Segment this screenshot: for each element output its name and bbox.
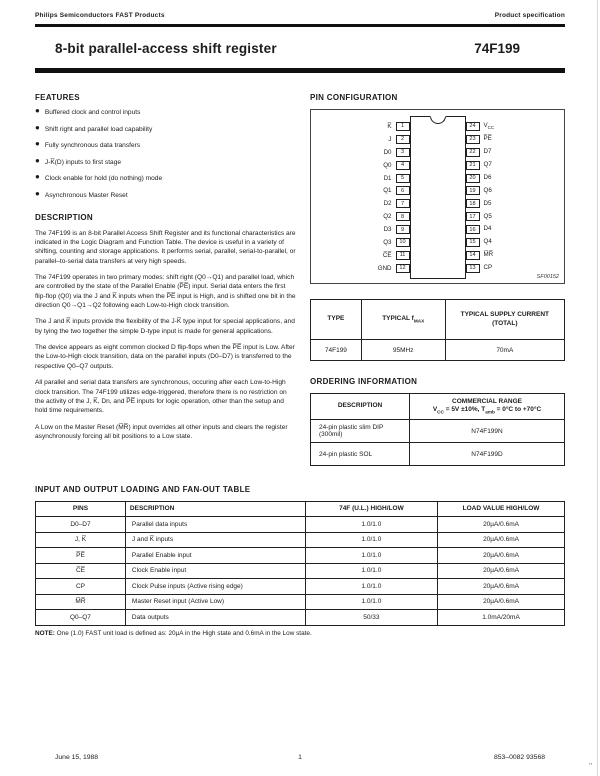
ordering-table-row xyxy=(311,420,565,443)
title-rule xyxy=(35,68,565,73)
pin-number-right: 24 xyxy=(466,122,480,131)
type-table xyxy=(310,299,565,361)
pin-label-left: C̅E̅ xyxy=(382,251,392,259)
ordering-table xyxy=(310,393,565,466)
package-description-cell: 24-pin plastic slim DIP (300mil) xyxy=(311,420,410,443)
description-paragraph: The device appears as eight common clocked D flip-flops when the P̅E̅ input is Low. After the Low-to-High clock transition, data on the parallel inputs (D0–D7) is transferred to the respective Q0–Q7 outputs. xyxy=(35,344,295,370)
load-value-cell: 1.0mA/20mA xyxy=(438,610,565,626)
load-value-cell: 20µA/0.6mA xyxy=(438,579,565,595)
pin-row xyxy=(348,210,528,223)
header-left-text: Philips Semiconductors FAST Products xyxy=(35,12,165,19)
pin-label-left: Q0 xyxy=(383,161,392,169)
pin-label-right: P̅E̅ xyxy=(483,135,492,143)
description-paragraph: All parallel and serial data transfers are synchronous, occuring after each Low-to-High clock transition. The 74F199 utilizes edge-triggered, therefore there is no restriction on the activity of the J, K̅, Dn, and P̅E̅ inputs for logic operation, other than the setup and hold time requirements. xyxy=(35,379,287,415)
pin-number-left: 9 xyxy=(396,225,410,234)
feature-text: Asynchronous Master Reset xyxy=(44,191,128,199)
pin-number-right: 18 xyxy=(466,199,480,208)
features-list xyxy=(35,106,297,199)
pin-configuration-diagram xyxy=(310,109,565,284)
feature-text: Shift right and parallel load capability xyxy=(44,125,153,133)
pin-number-right: 13 xyxy=(466,264,480,273)
pin-number-left: 10 xyxy=(396,238,410,247)
fanout-table-row xyxy=(36,548,565,564)
pins-cell: CP xyxy=(36,579,126,595)
pins-col-header: PINS xyxy=(36,502,126,517)
bullet-icon: ● xyxy=(35,155,40,165)
pin-number-right: 15 xyxy=(466,238,480,247)
description-paragraph: A Low on the Master Reset (M̅R̅) input overrides all other inputs and clears the register asynchronously forcing all bit positions to a Low state. xyxy=(35,423,288,440)
pin-label-right: M̅R̅ xyxy=(483,251,494,259)
pin-row xyxy=(348,197,528,210)
fanout-table-row xyxy=(36,579,565,595)
pin-number-right: 20 xyxy=(466,174,480,183)
supply-current-col-header: TYPICAL SUPPLY CURRENT (TOTAL) xyxy=(445,300,564,340)
page-header xyxy=(35,12,565,19)
figure-reference: SF00152 xyxy=(536,274,559,280)
footer-date: June 15, 1988 xyxy=(55,754,99,761)
pin-label-left: Q1 xyxy=(383,187,392,195)
pin-number-right: 21 xyxy=(466,161,480,170)
pin-label-left: K̅ xyxy=(387,122,392,130)
pins-cell: J, K̅ xyxy=(36,532,126,548)
pin-number-right: 19 xyxy=(466,186,480,195)
pin-configuration-heading: PIN CONFIGURATION xyxy=(310,93,398,102)
ordering-heading: ORDERING INFORMATION xyxy=(310,377,418,386)
bullet-icon: ● xyxy=(35,122,40,132)
pin-row xyxy=(348,184,528,197)
bullet-icon: ● xyxy=(35,139,40,148)
description-paragraph: The J and K̅ inputs provide the flexibility of the J-K̅ type input for special applications, and by tying the two together the simple D-type input is made for general applications. xyxy=(35,318,295,335)
fanout-table xyxy=(35,501,565,626)
feature-item xyxy=(35,139,297,149)
pin-label-right: $V_{CC}$ xyxy=(483,122,495,131)
dip-package xyxy=(348,113,528,282)
unit-load-cell: 1.0/1.0 xyxy=(305,517,437,533)
pin-number-right: 23 xyxy=(466,135,480,144)
description-heading: DESCRIPTION xyxy=(35,212,93,222)
title-block xyxy=(35,27,565,68)
fanout-table-row xyxy=(36,563,565,579)
pin-label-left: Q2 xyxy=(383,213,392,221)
fanout-table-row xyxy=(36,610,565,626)
order-code-cell: N74F199D xyxy=(410,443,565,466)
pin-label-left: D3 xyxy=(383,226,392,234)
pins-cell: M̅R̅ xyxy=(36,594,126,610)
load-value-cell: 20µA/0.6mA xyxy=(438,532,565,548)
pin-label-right: Q4 xyxy=(483,238,492,246)
table-note: NOTE: One (1.0) FAST unit load is defined as: 20µA in the High state and 0.6mA in the Low state. xyxy=(35,629,312,637)
pin-label-right: D4 xyxy=(483,225,492,233)
pin-number-left: 1 xyxy=(396,122,410,131)
pin-number-right: 22 xyxy=(466,148,480,157)
unit-load-cell: 1.0/1.0 xyxy=(305,548,437,564)
pin-row xyxy=(348,133,528,146)
package-description-cell: 24-pin plastic SOL xyxy=(311,443,410,466)
pin-label-right: D6 xyxy=(483,173,492,181)
unit-load-cell: 1.0/1.0 xyxy=(305,532,437,548)
ordering-desc-col-header: DESCRIPTION xyxy=(311,394,410,420)
fanout-table-row xyxy=(36,517,565,533)
load-value-cell: 20µA/0.6mA xyxy=(438,594,565,610)
pin-number-right: 16 xyxy=(466,225,480,234)
feature-text: J-K̅(D) inputs to first stage xyxy=(44,158,122,166)
type-table-row xyxy=(311,340,565,361)
unit-load-cell: 1.0/1.0 xyxy=(305,579,437,595)
pin-row xyxy=(348,223,528,236)
pin-label-left: D0 xyxy=(383,148,392,156)
header-right-text: Product specification xyxy=(494,12,565,19)
pin-description-cell: Clock Enable input xyxy=(125,563,305,579)
fanout-heading: INPUT AND OUTPUT LOADING AND FAN-OUT TABLE xyxy=(35,485,251,494)
pin-row xyxy=(348,146,528,159)
pin-number-left: 5 xyxy=(396,174,410,183)
bullet-icon: ● xyxy=(35,106,40,115)
pin-label-left: Q3 xyxy=(383,238,392,246)
pin-row xyxy=(348,262,528,275)
pin-number-left: 12 xyxy=(396,264,410,273)
order-code-cell: N74F199N xyxy=(410,420,565,443)
pin-label-right: CP xyxy=(483,264,493,272)
pin-description-cell: Master Reset input (Active Low) xyxy=(125,594,305,610)
footer-page-number: 1 xyxy=(298,754,302,761)
pin-label-left: D2 xyxy=(383,200,392,208)
pin-label-right: Q5 xyxy=(483,212,492,220)
load-value-cell: 20µA/0.6mA xyxy=(438,517,565,533)
unit-load-cell: 1.0/1.0 xyxy=(305,563,437,579)
pin-number-left: 3 xyxy=(396,148,410,157)
fanout-table-row xyxy=(36,594,565,610)
load-col-header: LOAD VALUE HIGH/LOW xyxy=(438,502,565,517)
pin-description-cell: Parallel Enable input xyxy=(125,548,305,564)
feature-item xyxy=(35,106,297,116)
type-col-header: TYPE xyxy=(311,300,362,340)
load-value-cell: 20µA/0.6mA xyxy=(438,548,565,564)
pin-label-right: D7 xyxy=(483,148,492,156)
pins-cell: C̅E̅ xyxy=(36,563,126,579)
page-title: 8-bit parallel-access shift register xyxy=(55,41,277,56)
feature-item xyxy=(35,172,297,182)
description-section xyxy=(35,213,297,442)
bullet-icon: ● xyxy=(35,172,40,181)
pins-cell: Q0–Q7 xyxy=(36,610,126,626)
feature-item xyxy=(35,122,297,133)
pin-description-cell: Data outputs xyxy=(125,610,305,626)
pin-row xyxy=(348,120,528,133)
pin-number-left: 2 xyxy=(396,135,410,144)
pin-number-left: 7 xyxy=(396,199,410,208)
pin-row xyxy=(348,172,528,185)
features-heading: FEATURES xyxy=(35,93,80,102)
pin-row xyxy=(348,249,528,262)
pin-number-left: 11 xyxy=(396,251,410,260)
pins-cell: P̅E̅ xyxy=(36,548,126,564)
pin-number-right: 17 xyxy=(466,212,480,221)
pin-number-right: 14 xyxy=(466,251,480,260)
ul-col-header: 74F (U.L.) HIGH/LOW xyxy=(305,502,437,517)
load-value-cell: 20µA/0.6mA xyxy=(438,563,565,579)
desc-col-header: DESCRIPTION xyxy=(125,502,305,517)
scan-edge-line xyxy=(597,0,598,776)
pin-number-left: 8 xyxy=(396,212,410,221)
pin-label-left: J xyxy=(388,135,392,143)
right-column xyxy=(310,93,565,466)
pin-row xyxy=(348,159,528,172)
fmax-cell: 95MHz xyxy=(361,340,445,361)
pin-description-cell: Parallel data inputs xyxy=(125,517,305,533)
scan-artifact: ’’ xyxy=(589,763,592,770)
pin-label-left: D1 xyxy=(383,174,392,182)
fanout-section xyxy=(35,485,565,637)
pin-label-left: GND xyxy=(377,264,392,272)
unit-load-cell: 50/33 xyxy=(305,610,437,626)
feature-item xyxy=(35,155,297,166)
pin-row xyxy=(348,236,528,249)
bullet-icon: ● xyxy=(35,188,40,198)
left-column xyxy=(35,93,297,466)
pins-cell: D0–D7 xyxy=(36,517,126,533)
fanout-table-row xyxy=(36,532,565,548)
type-cell: 74F199 xyxy=(311,340,362,361)
pin-label-right: D5 xyxy=(483,199,492,207)
fmax-col-header: TYPICAL $f_{MAX}$ xyxy=(361,300,445,340)
pin-description-cell: J and K̅ inputs xyxy=(125,532,305,548)
part-number: 74F199 xyxy=(474,41,520,56)
feature-item xyxy=(35,188,297,199)
description-paragraphs xyxy=(35,229,297,442)
commercial-range-col-header: COMMERCIAL RANGE $V_{CC} = 5V \pm 10\%$, $T_{amb} = 0^\circ C$ to +70°C xyxy=(410,394,565,420)
description-paragraph: The 74F199 operates in two primary modes: shift right (Q0→Q1) and parallel load, which are controlled by the state of the Parallel Enable (P̅E̅) input. Serial data enters the first flip-flop (Q0) via the J and K̅ inputs when the P̅E̅ input is High, and is shifted one bit in the direction Q0→Q1→Q2 following each Low-to-High clock transition. xyxy=(35,273,296,310)
feature-text: Buffered clock and control inputs xyxy=(44,109,141,116)
footer-doc-number: 853–0082 93568 xyxy=(493,754,545,761)
feature-text: Clock enable for hold (do nothing) mode xyxy=(44,175,163,182)
pin-number-left: 6 xyxy=(396,186,410,195)
pin-label-right: Q7 xyxy=(483,161,492,168)
pin-rows xyxy=(348,120,528,275)
description-paragraph: The 74F199 is an 8-bit Parallel Access Shift Register and its functional characteristics are indicated in the Logic Diagram and Function Table. The device is useful in a variety of shifting, counting and storage applications. It performs serial, parallel, serial-to-parallel, or parallel–to-serial data transfers at very high speeds. xyxy=(35,229,296,265)
feature-text: Fully synchronous data transfers xyxy=(44,142,141,149)
pin-description-cell: Clock Pulse inputs (Active rising edge) xyxy=(125,579,305,595)
unit-load-cell: 1.0/1.0 xyxy=(305,594,437,610)
supply-current-cell: 70mA xyxy=(445,340,564,361)
pin-label-right: Q6 xyxy=(483,186,492,194)
pin-number-left: 4 xyxy=(396,161,410,170)
ordering-table-row xyxy=(311,443,565,466)
